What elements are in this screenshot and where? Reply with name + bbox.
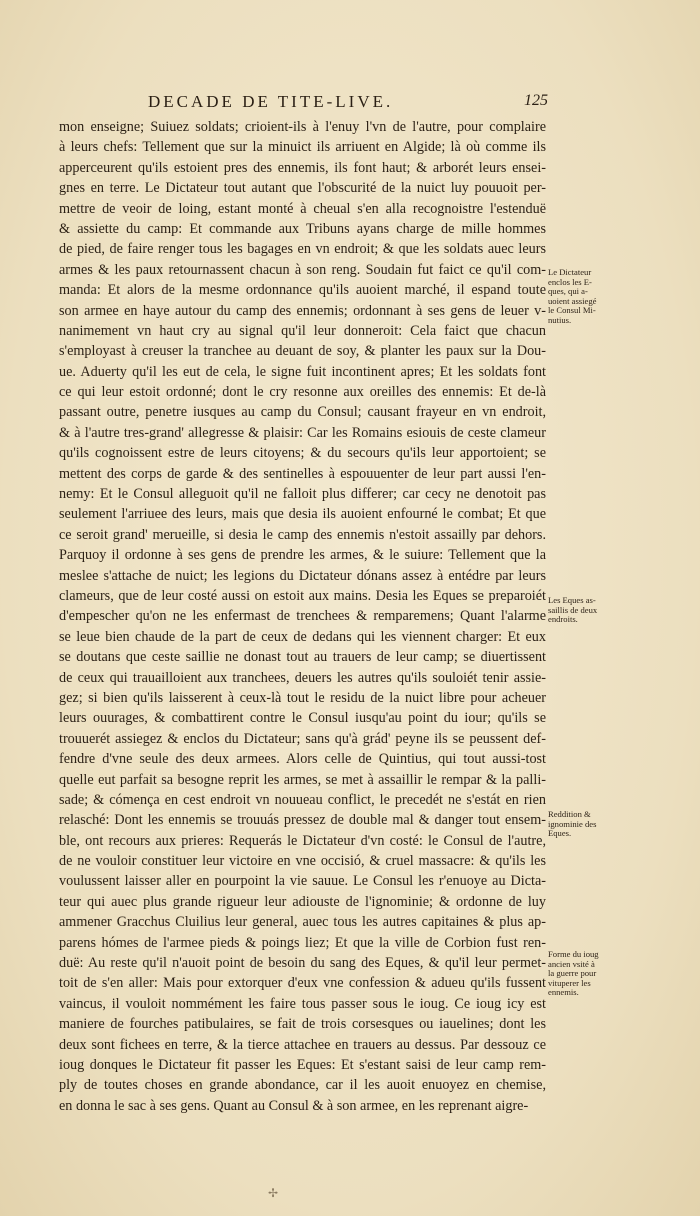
text-line: gez; si bien qu'ils laisserent à ceux-là tout le residu de la nuict libre pour acheuer: [59, 689, 546, 706]
text-line: leurs ouurages, & combattirent contre le Consul iusqu'au point du iour; qu'ils se: [59, 710, 546, 727]
text-line: mon enseigne; Suiuez soldats; crioient-ils à l'enuy l'vn de l'autre, pour complaire: [59, 119, 546, 135]
margin-note-line: ques, qui a-: [548, 287, 588, 297]
margin-note-line: Reddition &: [548, 810, 591, 819]
text-line: duë: Au reste qu'il n'auoit point de besoin du sang des Eques, & qu'il leur permet-: [59, 955, 546, 972]
text-line: clameurs, que de leur costé aussi on estoit aux mains. Desia les Eques se preparoiét: [59, 587, 546, 604]
margin-note-line: saillis de deux: [548, 605, 598, 615]
text-line: d'empescher qu'on ne les enfermast de trenchees & remparemens; Quant l'alarme: [59, 608, 546, 625]
running-head: DECADE DE TITE-LIVE.: [148, 92, 394, 111]
text-line: nanimement vn haut cry au signal qu'il leur donneroit: Cela faict que chacun: [59, 322, 546, 339]
text-line: vaincus, il vouloit nommément les faire tous passer sous le ioug. Ce ioug icy est: [59, 995, 546, 1012]
margin-note-line: Les Eques as-: [548, 596, 596, 605]
margin-note-dictateur: [548, 268, 614, 326]
text-line: mettent des corps de garde & des sentinelles à espouuenter de leur part aussi l'en-: [59, 465, 546, 482]
text-line: de ceux qui trauailloient aux tranchees, deuers les autres qu'ils souloiét tenir assie-: [59, 669, 546, 686]
text-line: mettre de veoir de loing, estant monté à cheual s'en alla recognoistre l'estenduë: [59, 200, 546, 217]
margin-note-line: vituperer les: [548, 978, 591, 988]
text-line: armes & les paux retournassent chacun à son reng. Soudain fut faict ce qu'il com-: [59, 261, 546, 278]
text-line: trouuerét assiegez & enclos du Dictateur; sans qu'à grád' peyne ils se peussent def-: [59, 730, 546, 747]
text-line: son armee en haye autour du camp des ennemis; ordonnant à ses gens de leuer v-: [59, 302, 546, 319]
margin-note-line: enclos les E-: [548, 277, 592, 287]
margin-note-eques-assaillis: [548, 596, 614, 625]
text-line: maniere de fourches patibulaires, se fait de trois corsesques ou iauelines; dont les: [59, 1016, 546, 1033]
text-line: de ne vouloir constituer leur victoire en vne occisió, & cruel massacre: & qu'ils les: [59, 853, 546, 870]
body-text: [59, 117, 546, 1116]
text-line: ce seroit grand' merueille, si desia le camp des ennemis n'estoit assailly par dehors.: [59, 526, 546, 543]
text-line: manda: Et alors de la mesme ordonnance qu'ils auoient marché, il espand toute: [59, 282, 546, 299]
text-line: ce qui leur estoit ordonné; dont le cry resonne aux oreilles des ennemis: Et de-là: [59, 384, 546, 401]
margin-note-reddition: [548, 810, 614, 839]
margin-note-line: uoient assiegé: [548, 296, 597, 306]
margin-note-line: ennemis.: [548, 988, 579, 998]
text-line: voulussent laisser aller en pourpoint la vie sauue. Le Consul les r'enuoye au Dicta-: [59, 873, 546, 890]
margin-note-line: Eques.: [548, 829, 572, 839]
bottom-ornament-icon: ✢: [268, 1186, 279, 1200]
text-line: meslee s'attache de nuict; les legions du Dictateur dónans assez à entédre par leurs: [59, 567, 546, 584]
text-line: sade; & cómença en cest endroit vn nouueau conflict, le precedét ne s'estát en rien: [59, 791, 546, 808]
margin-note-line: ignominie des: [548, 819, 597, 829]
margin-note-line: ancien vsité à: [548, 959, 595, 969]
text-line: quelle eut parfait sa besogne reprit les armes, se met à assaillir le rempar & la palli-: [59, 771, 546, 788]
text-line: ioug donques le Dictateur fit passer les Eques: Et s'estant saisi de leur camp rem-: [59, 1056, 546, 1073]
margin-note-forme-du-ioug: [548, 950, 614, 998]
text-line: ply de toutes choses en grande abondance, car il les auoit enuoyez en chemise,: [59, 1077, 546, 1094]
text-line: apperceurent qu'ils estoient pres des ennemis, ils font haut; & arborét leurs ensei-: [59, 159, 546, 176]
margin-note-line: nutius.: [548, 315, 572, 325]
text-line: ble, ont recours aux prieres: Requerás le Dictateur d'vn costé: le Consul de l'autre,: [59, 832, 546, 849]
margin-note-line: le Consul Mi-: [548, 306, 596, 316]
text-line: ammener Gracchus Cluilius leur general, auec tous les autres capitaines & plus ap-: [59, 914, 546, 931]
text-line: & assiette du camp: Et commande aux Tribuns ayans charge de mille hommes: [59, 220, 546, 237]
text-line: de pied, de faire renger tous les bagages en vn endroit; & que les soldats auec leurs: [59, 241, 546, 258]
margin-note-line: Le Dictateur: [548, 268, 592, 277]
text-line: toit de s'en aller: Mais pour extorquer d'eux vne confession & adueu qu'ils fussent: [59, 975, 546, 992]
margin-note-line: endroits.: [548, 615, 578, 625]
text-line: à leurs chefs: Tellement que sur la minuict ils arriuent en Algide; là où comme ils: [59, 139, 546, 156]
margin-note-line: la guerre pour: [548, 969, 597, 979]
page-number: 125: [524, 92, 548, 109]
text-line: s'employast à creuser la tranchee au deuant de soy, & planter les paux sur la Dou-: [59, 343, 546, 360]
text-line: seulement l'arriuee des leurs, mais que desia ils auoient enfourné le combat; Et que: [59, 506, 546, 523]
text-line: Parquoy il ordonne à ses gens de prendre les armes, & le suiure: Tellement que la: [59, 547, 546, 564]
text-line: ue. Aduerty qu'il les eut de cela, le signe fuit incontinent apres; Et les soldats font: [59, 363, 546, 380]
text-line: & à l'autre tres-grand' allegresse & plaisir: Car les Romains esiouis de ceste clameur: [59, 424, 546, 441]
text-line: se leue bien chaude de la part de ceux de dedans qui les viennent charger: Et eux: [59, 628, 546, 645]
text-line: relasché: Dont les ennemis se trouuás pressez de double mal & danger tout ensem-: [59, 812, 546, 829]
text-line: en donna le sac à ses gens. Quant au Consul & à son armee, en les reprenant aigre-: [59, 1097, 529, 1114]
text-line: gnes en terre. Le Dictateur tout autant que l'obscurité de la nuict luy pouuoit per-: [59, 180, 546, 197]
text-line: teur qui auec plus grande rigueur leur adiouste de l'ignominie; & ordonne de luy: [59, 893, 546, 910]
text-line: se doutans que ceste saillie ne donast tout au trauers de leur camp; se diuertissent: [59, 649, 546, 666]
text-line: qu'ils cognoissent estre de leurs citoyens; & du secours qu'ils leur apportoient; se: [59, 445, 546, 462]
text-line: parens hómes de l'armee pieds & poings liez; Et que la ville de Corbion fust ren-: [59, 934, 546, 951]
text-line: fendre d'vne seule des deux armees. Alors celle de Quintius, qui tout aussi-tost: [59, 751, 546, 768]
text-line: passant outre, penetre iusques au camp du Consul; causant frayeur en vn endroit,: [59, 404, 546, 421]
text-line: deux sont fichees en terre, & la tierce attachee en trauers au dessus. Par dessouz ce: [59, 1036, 546, 1053]
margin-note-line: Forme du ioug: [548, 950, 599, 959]
text-line: nemy: Et le Consul alleguoit qu'il ne falloit plus differer; car cecy ne denotoit pas: [59, 486, 546, 503]
